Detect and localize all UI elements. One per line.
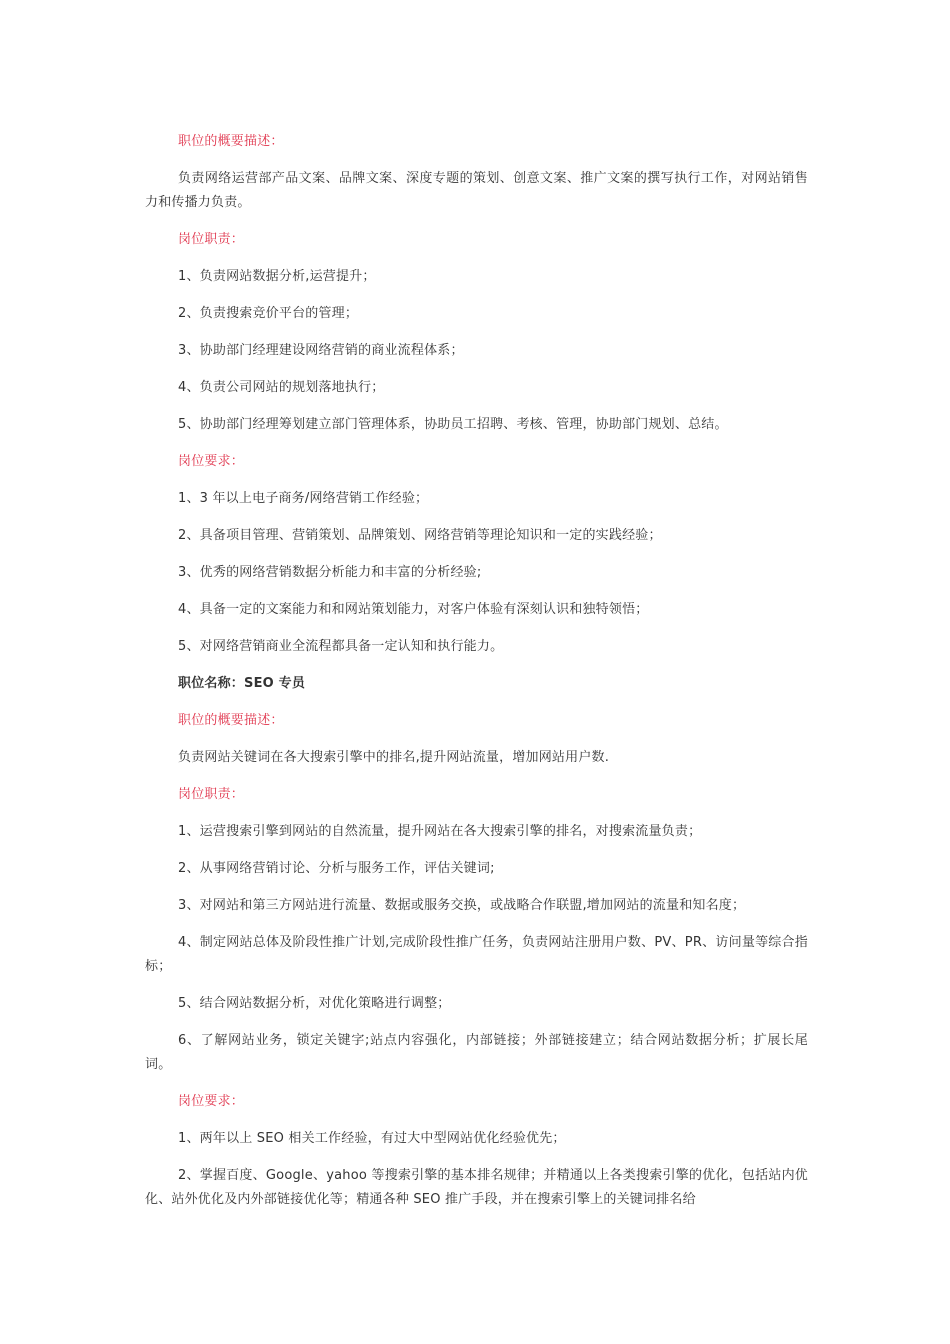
- list-item: 2、负责搜索竞价平台的管理；: [178, 306, 359, 321]
- section-heading-requirements: 岗位要求：: [178, 454, 245, 469]
- section-heading-duties: 岗位职责：: [178, 787, 245, 802]
- list-item: 2、掌握百度、Google、yahoo 等搜索引擎的基本排名规律；并精通以上各类搜索引擎的优化，包括站内优化、站外优化及内外部链接优化等；精通各种 SEO 推广手段，并在搜索引擎上的关键词排名给: [145, 1168, 808, 1207]
- list-item: 5、结合网站数据分析，对优化策略进行调整；: [178, 996, 451, 1011]
- list-item: 1、3 年以上电子商务/网络营销工作经验；: [178, 491, 429, 506]
- list-item: 1、负责网站数据分析,运营提升；: [178, 269, 376, 284]
- list-item: 2、从事网络营销讨论、分析与服务工作，评估关键词;: [178, 861, 495, 876]
- list-item: 5、对网络营销商业全流程都具备一定认知和执行能力。: [178, 639, 504, 654]
- body-paragraph: 负责网络运营部产品文案、品牌文案、深度专题的策划、创意文案、推广文案的撰写执行工作，对网站销售力和传播力负责。: [145, 171, 808, 210]
- list-item: 2、具备项目管理、营销策划、品牌策划、网络营销等理论知识和一定的实践经验；: [178, 528, 662, 543]
- list-item: 5、协助部门经理筹划建立部门管理体系，协助员工招聘、考核、管理，协助部门规划、总结。: [178, 417, 728, 432]
- list-item: 3、优秀的网络营销数据分析能力和丰富的分析经验;: [178, 565, 482, 580]
- section-heading-requirements: 岗位要求：: [178, 1094, 245, 1109]
- section-heading-summary: 职位的概要描述：: [178, 134, 284, 149]
- list-item: 1、运营搜索引擎到网站的自然流量，提升网站在各大搜索引擎的排名，对搜索流量负责；: [178, 824, 702, 839]
- document-page: [145, 130, 808, 1225]
- section-heading-duties: 岗位职责：: [178, 232, 245, 247]
- body-paragraph: 负责网站关键词在各大搜索引擎中的排名,提升网站流量，增加网站用户数.: [178, 750, 610, 765]
- list-item: 6、了解网站业务，锁定关键字;站点内容强化，内部链接；外部链接建立；结合网站数据分析；扩展长尾词。: [145, 1033, 808, 1072]
- list-item: 3、对网站和第三方网站进行流量、数据或服务交换，或战略合作联盟,增加网站的流量和知名度；: [178, 898, 746, 913]
- list-item: 1、两年以上 SEO 相关工作经验，有过大中型网站优化经验优先；: [178, 1131, 566, 1146]
- section-heading-summary: 职位的概要描述：: [178, 713, 284, 728]
- list-item: 3、协助部门经理建设网络营销的商业流程体系；: [178, 343, 464, 358]
- job-title-heading: 职位名称：SEO 专员: [178, 676, 306, 691]
- list-item: 4、负责公司网站的规划落地执行；: [178, 380, 385, 395]
- list-item: 4、制定网站总体及阶段性推广计划,完成阶段性推广任务，负责网站注册用户数、PV、PR、访问量等综合指标；: [145, 935, 808, 974]
- list-item: 4、具备一定的文案能力和和网站策划能力，对客户体验有深刻认识和独特领悟；: [178, 602, 649, 617]
